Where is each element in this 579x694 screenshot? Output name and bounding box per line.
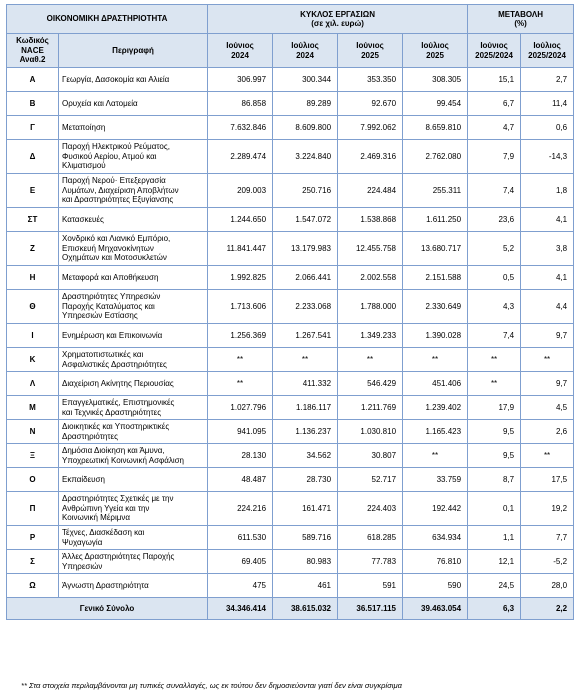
change-jun: 5,2 (468, 232, 521, 266)
turnover-jun-2025: 1.349.233 (338, 324, 403, 348)
nace-code: Ο (7, 468, 59, 492)
turnover-jun-2024: 11.841.447 (208, 232, 273, 266)
col-month: Ιούλιος (533, 41, 561, 51)
change-header (468, 5, 574, 34)
change-jul: 9,7 (521, 372, 574, 396)
description-line: Παροχής Καταλύματος και (62, 301, 155, 311)
turnover-jul-2024: 411.332 (273, 372, 338, 396)
nace-code: Ε (7, 174, 59, 208)
change-jul: 4,5 (521, 396, 574, 420)
activity-description (59, 266, 208, 290)
col-year: 2024 (296, 50, 314, 60)
description-line: Μεταποίηση (62, 122, 106, 132)
change-jun: ** (468, 372, 521, 396)
description-line: Διοικητικές και Υποστηρικτικές (62, 422, 170, 432)
turnover-jun-2024: 611.530 (208, 526, 273, 550)
change-jun: 12,1 (468, 550, 521, 574)
turnover-jul-2025: 99.454 (403, 92, 468, 116)
turnover-jul-2024: 3.224.840 (273, 140, 338, 174)
description-line: Ανθρώπινη Υγεία και την (62, 503, 150, 513)
nace-code: Ι (7, 324, 59, 348)
turnover-jun-2024: 48.487 (208, 468, 273, 492)
turnover-jun-2025: 77.783 (338, 550, 403, 574)
change-jul: 28,0 (521, 574, 574, 598)
turnover-jun-2025: 224.403 (338, 492, 403, 526)
table-row (7, 396, 574, 420)
description-line: Υπηρεσιών Εστίασης (62, 311, 138, 321)
code-header-line: Αναθ.2 (19, 55, 46, 65)
total-jul-2025: 39.463.054 (403, 598, 468, 620)
activity-description (59, 140, 208, 174)
turnover-jun-2025: 353.350 (338, 68, 403, 92)
turnover-jul-2025: 308.305 (403, 68, 468, 92)
turnover-jun-2024: 69.405 (208, 550, 273, 574)
turnover-jul-2024: 80.983 (273, 550, 338, 574)
turnover-jun-2025: 224.484 (338, 174, 403, 208)
turnover-jul-2025: 2.762.080 (403, 140, 468, 174)
turnover-jul-2024: 89.289 (273, 92, 338, 116)
nace-code: Μ (7, 396, 59, 420)
turnover-jun-2024: 209.003 (208, 174, 273, 208)
activity-description (59, 550, 208, 574)
turnover-jun-2025: 591 (338, 574, 403, 598)
turnover-jul-2024: 250.716 (273, 174, 338, 208)
change-jul: 0,6 (521, 116, 574, 140)
turnover-jun-2025: 2.002.558 (338, 266, 403, 290)
change-jun: 8,7 (468, 468, 521, 492)
turnover-jul-2024: 1.136.237 (273, 420, 338, 444)
description-line: Παροχή Νερού· Επεξεργασία (62, 176, 166, 186)
description-line: Άλλες Δραστηριότητες Παροχής (62, 552, 175, 562)
activity-description (59, 396, 208, 420)
table-row (7, 290, 574, 324)
total-jun-2024: 34.346.414 (208, 598, 273, 620)
change-jul: 19,2 (521, 492, 574, 526)
turnover-jul-2025: 451.406 (403, 372, 468, 396)
description-line: Λυμάτων, Διαχείριση Αποβλήτων (62, 185, 179, 195)
turnover-table (6, 4, 574, 620)
change-jul: 17,5 (521, 468, 574, 492)
description-line: Εκπαίδευση (62, 474, 105, 484)
table-row (7, 68, 574, 92)
turnover-jun-2024: 1.244.650 (208, 208, 273, 232)
nace-code: Κ (7, 348, 59, 372)
nace-code: Ω (7, 574, 59, 598)
change-jul: -14,3 (521, 140, 574, 174)
turnover-jun-2024: 224.216 (208, 492, 273, 526)
turnover-jul-2025: 590 (403, 574, 468, 598)
total-row (7, 598, 574, 620)
turnover-jul-2025: 634.934 (403, 526, 468, 550)
turnover-jun-2025: 7.992.062 (338, 116, 403, 140)
description-line: Κατασκευές (62, 214, 104, 224)
change-jun: 9,5 (468, 420, 521, 444)
turnover-jul-2025: 2.151.588 (403, 266, 468, 290)
col-header-jun-change (468, 34, 521, 68)
table-row (7, 348, 574, 372)
turnover-jun-2025: ** (338, 348, 403, 372)
description-line: Ασφαλιστικές Δραστηριότητες (62, 359, 167, 369)
change-jul: -5,2 (521, 550, 574, 574)
turnover-jun-2024: 1.713.606 (208, 290, 273, 324)
nace-code: ΣΤ (7, 208, 59, 232)
activity-description (59, 492, 208, 526)
turnover-jul-2024: 8.609.800 (273, 116, 338, 140)
change-jun: 1,1 (468, 526, 521, 550)
change-jun: 7,4 (468, 324, 521, 348)
turnover-jun-2024: 941.095 (208, 420, 273, 444)
change-jun: 0,5 (468, 266, 521, 290)
change-jul: 4,4 (521, 290, 574, 324)
table-body (7, 68, 574, 620)
change-title: ΜΕΤΑΒΟΛΗ (498, 9, 544, 19)
description-line: Χρηματοπιστωτικές και (62, 350, 144, 360)
table-row (7, 574, 574, 598)
turnover-jun-2024: ** (208, 348, 273, 372)
change-jun: 17,9 (468, 396, 521, 420)
col-month: Ιούνιος (226, 41, 254, 51)
change-jun: 7,4 (468, 174, 521, 208)
nace-code: Ρ (7, 526, 59, 550)
change-jun: 24,5 (468, 574, 521, 598)
table-row (7, 372, 574, 396)
turnover-header (208, 5, 468, 34)
description-line: Οχημάτων και Μοτοσυκλετών (62, 253, 167, 263)
turnover-jul-2024: 1.267.541 (273, 324, 338, 348)
turnover-jul-2025: 1.165.423 (403, 420, 468, 444)
change-jun: 15,1 (468, 68, 521, 92)
col-month: Ιούνιος (356, 41, 384, 51)
turnover-jun-2025: 12.455.758 (338, 232, 403, 266)
description-line: Χονδρικό και Λιανικό Εμπόριο, (62, 234, 171, 244)
turnover-jul-2024: 13.179.983 (273, 232, 338, 266)
change-jun: 9,5 (468, 444, 521, 468)
turnover-jun-2025: 30.807 (338, 444, 403, 468)
description-line: Δημόσια Διοίκηση και Άμυνα, (62, 446, 165, 456)
activity-description (59, 174, 208, 208)
table-row (7, 116, 574, 140)
footnote: ** Στα στοιχεία περιλαμβάνονται μη τυπικές συναλλαγές, ως εκ τούτου δεν δημοσιεύονται γιατί δεν είναι συγκρίσιμα (21, 681, 402, 690)
nace-code: Ξ (7, 444, 59, 468)
activity-description (59, 232, 208, 266)
table-row (7, 140, 574, 174)
turnover-jul-2024: 1.186.117 (273, 396, 338, 420)
nace-code: Β (7, 92, 59, 116)
col-header-jun-2024 (208, 34, 273, 68)
nace-code: Α (7, 68, 59, 92)
turnover-jul-2025: 8.659.810 (403, 116, 468, 140)
col-year: 2024 (231, 50, 249, 60)
col-month: Ιούνιος (480, 41, 508, 51)
description-line: Ενημέρωση και Επικοινωνία (62, 330, 163, 340)
nace-code: Λ (7, 372, 59, 396)
turnover-title: ΚΥΚΛΟΣ ΕΡΓΑΣΙΩΝ (300, 9, 375, 19)
turnover-jul-2025: 192.442 (403, 492, 468, 526)
change-jul: 7,7 (521, 526, 574, 550)
nace-code: Θ (7, 290, 59, 324)
change-jul: 11,4 (521, 92, 574, 116)
change-jun: 4,7 (468, 116, 521, 140)
code-header (7, 34, 59, 68)
total-change-jun: 6,3 (468, 598, 521, 620)
description-line: Άγνωστη Δραστηριότητα (62, 580, 149, 590)
col-year: 2025/2024 (475, 50, 513, 60)
turnover-jun-2024: ** (208, 372, 273, 396)
nace-code: Ζ (7, 232, 59, 266)
table-row (7, 444, 574, 468)
activity-description (59, 348, 208, 372)
col-month: Ιούλιος (421, 41, 449, 51)
turnover-jun-2025: 2.469.316 (338, 140, 403, 174)
activity-description (59, 444, 208, 468)
turnover-jul-2025: 2.330.649 (403, 290, 468, 324)
description-line: Δραστηριότητες Σχετικές με την (62, 494, 174, 504)
col-header-jul-change (521, 34, 574, 68)
total-change-jul: 2,2 (521, 598, 574, 620)
col-year: 2025 (361, 50, 379, 60)
table-row (7, 468, 574, 492)
activity-description (59, 526, 208, 550)
turnover-jun-2025: 52.717 (338, 468, 403, 492)
turnover-jul-2024: 34.562 (273, 444, 338, 468)
change-jun: 4,3 (468, 290, 521, 324)
turnover-jul-2024: 2.233.068 (273, 290, 338, 324)
activity-description (59, 290, 208, 324)
activity-description (59, 116, 208, 140)
turnover-jul-2024: ** (273, 348, 338, 372)
change-jun: ** (468, 348, 521, 372)
turnover-jun-2024: 1.256.369 (208, 324, 273, 348)
nace-code: Ν (7, 420, 59, 444)
activity-header: ΟΙΚΟΝΟΜΙΚΗ ΔΡΑΣΤΗΡΙΟΤΗΤΑ (7, 5, 208, 34)
change-jul: 3,8 (521, 232, 574, 266)
turnover-jun-2025: 1.211.769 (338, 396, 403, 420)
turnover-jun-2025: 546.429 (338, 372, 403, 396)
turnover-jul-2024: 589.716 (273, 526, 338, 550)
description-line: Κλιματισμού (62, 161, 106, 171)
turnover-jul-2025: 1.611.250 (403, 208, 468, 232)
description-line: Ψυχαγωγία (62, 537, 103, 547)
turnover-jul-2025: ** (403, 444, 468, 468)
col-year: 2025 (426, 50, 444, 60)
turnover-jun-2025: 92.670 (338, 92, 403, 116)
total-jul-2024: 38.615.032 (273, 598, 338, 620)
description-line: και Δραστηριότητες Εξυγίανσης (62, 195, 174, 205)
total-jun-2025: 36.517.115 (338, 598, 403, 620)
col-month: Ιούλιος (291, 41, 319, 51)
description-line: Κοινωνική Μέριμνα (62, 513, 130, 523)
turnover-jul-2025: 76.810 (403, 550, 468, 574)
table-row (7, 420, 574, 444)
description-line: Επισκευή Μηχανοκίνητων (62, 243, 154, 253)
change-jun: 23,6 (468, 208, 521, 232)
turnover-jun-2024: 86.858 (208, 92, 273, 116)
nace-code: Η (7, 266, 59, 290)
description-line: Ορυχεία και Λατομεία (62, 98, 138, 108)
turnover-jul-2024: 461 (273, 574, 338, 598)
change-jun: 6,7 (468, 92, 521, 116)
nace-code: Γ (7, 116, 59, 140)
activity-description (59, 208, 208, 232)
turnover-jul-2025: 13.680.717 (403, 232, 468, 266)
nace-code: Π (7, 492, 59, 526)
turnover-jun-2024: 1.027.796 (208, 396, 273, 420)
turnover-jun-2025: 618.285 (338, 526, 403, 550)
activity-description (59, 92, 208, 116)
turnover-jun-2024: 475 (208, 574, 273, 598)
description-line: Τέχνες, Διασκέδαση και (62, 528, 145, 538)
change-jul: ** (521, 348, 574, 372)
activity-description (59, 68, 208, 92)
description-line: Παροχή Ηλεκτρικού Ρεύματος, (62, 142, 170, 152)
change-jul: 2,6 (521, 420, 574, 444)
activity-description (59, 468, 208, 492)
change-jul: 4,1 (521, 208, 574, 232)
turnover-jun-2025: 1.538.868 (338, 208, 403, 232)
turnover-jul-2025: 1.239.402 (403, 396, 468, 420)
turnover-jul-2024: 1.547.072 (273, 208, 338, 232)
description-line: Φυσικού Αερίου, Ατμού και (62, 151, 157, 161)
table-row (7, 526, 574, 550)
change-jun: 7,9 (468, 140, 521, 174)
total-label: Γενικό Σύνολο (7, 598, 208, 620)
description-line: Γεωργία, Δασοκομία και Αλιεία (62, 74, 170, 84)
change-jul: 9,7 (521, 324, 574, 348)
description-header: Περιγραφή (59, 34, 208, 68)
col-header-jul-2025 (403, 34, 468, 68)
turnover-jun-2025: 1.788.000 (338, 290, 403, 324)
col-header-jul-2024 (273, 34, 338, 68)
turnover-jun-2025: 1.030.810 (338, 420, 403, 444)
description-line: Δραστηριότητες (62, 431, 118, 441)
description-line: και Τεχνικές Δραστηριότητες (62, 407, 162, 417)
table-row (7, 266, 574, 290)
table-row (7, 492, 574, 526)
description-line: Δραστηριότητες Υπηρεσιών (62, 292, 161, 302)
table-row (7, 324, 574, 348)
description-line: Επαγγελματικές, Επιστημονικές (62, 398, 175, 408)
turnover-unit: (σε χιλ. ευρώ) (311, 19, 364, 28)
change-jul: ** (521, 444, 574, 468)
code-header-line: NACE (21, 45, 44, 55)
description-line: Μεταφορά και Αποθήκευση (62, 272, 159, 282)
turnover-jul-2024: 161.471 (273, 492, 338, 526)
change-jun: 0,1 (468, 492, 521, 526)
turnover-jul-2025: 1.390.028 (403, 324, 468, 348)
table-row (7, 208, 574, 232)
col-header-jun-2025 (338, 34, 403, 68)
turnover-jul-2024: 300.344 (273, 68, 338, 92)
change-jul: 2,7 (521, 68, 574, 92)
nace-code: Σ (7, 550, 59, 574)
turnover-jun-2024: 7.632.846 (208, 116, 273, 140)
table-row (7, 232, 574, 266)
activity-description (59, 574, 208, 598)
table-row (7, 174, 574, 208)
col-year: 2025/2024 (528, 50, 566, 60)
turnover-jul-2025: ** (403, 348, 468, 372)
change-unit: (%) (514, 19, 527, 28)
turnover-jul-2025: 255.311 (403, 174, 468, 208)
turnover-jun-2024: 1.992.825 (208, 266, 273, 290)
description-line: Υποχρεωτική Κοινωνική Ασφάλιση (62, 455, 185, 465)
change-jul: 4,1 (521, 266, 574, 290)
turnover-jun-2024: 28.130 (208, 444, 273, 468)
activity-description (59, 420, 208, 444)
activity-description (59, 372, 208, 396)
nace-code: Δ (7, 140, 59, 174)
description-line: Διαχείριση Ακίνητης Περιουσίας (62, 378, 174, 388)
turnover-table-container (6, 4, 573, 620)
turnover-jun-2024: 306.997 (208, 68, 273, 92)
turnover-jul-2024: 28.730 (273, 468, 338, 492)
table-row (7, 92, 574, 116)
table-row (7, 550, 574, 574)
code-header-line: Κωδικός (16, 36, 49, 46)
activity-description (59, 324, 208, 348)
change-jul: 1,8 (521, 174, 574, 208)
description-line: Υπηρεσιών (62, 561, 103, 571)
turnover-jul-2025: 33.759 (403, 468, 468, 492)
turnover-jul-2024: 2.066.441 (273, 266, 338, 290)
turnover-jun-2024: 2.289.474 (208, 140, 273, 174)
